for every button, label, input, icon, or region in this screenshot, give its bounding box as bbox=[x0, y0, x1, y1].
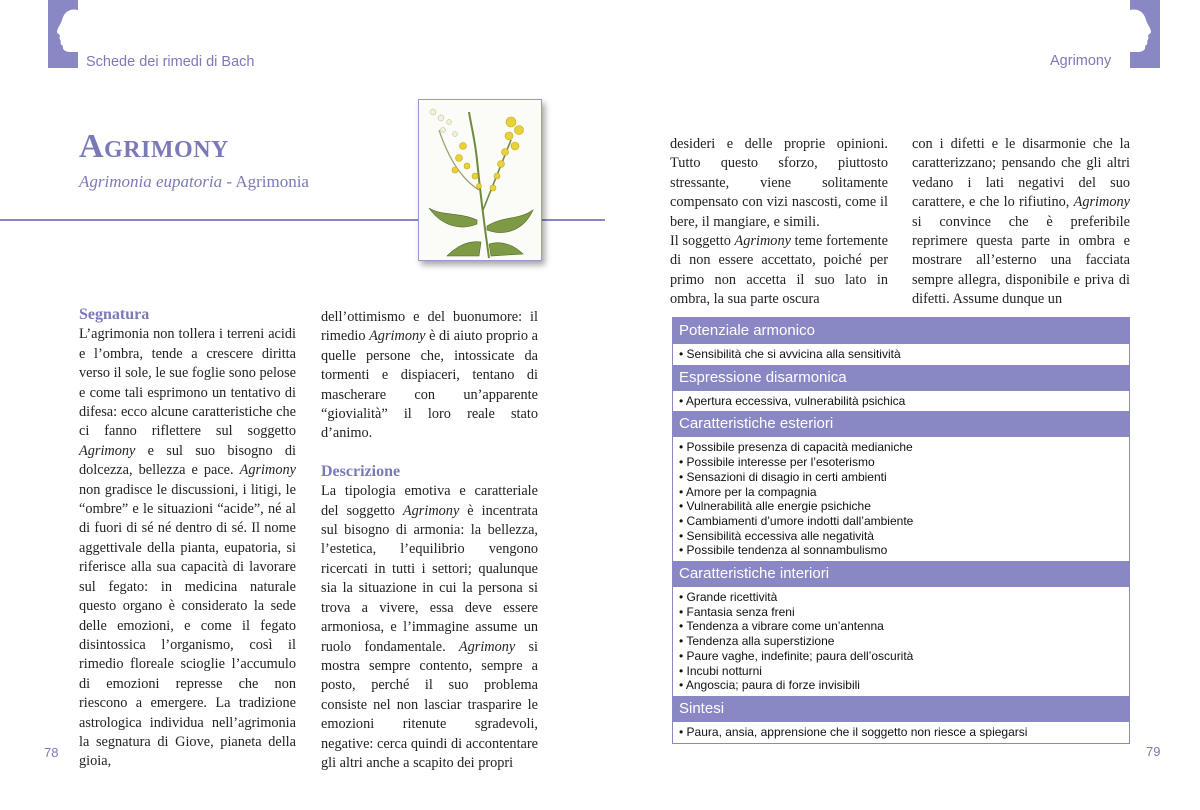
list-item: • Grande ricettività bbox=[679, 590, 1123, 605]
text-column-4 bbox=[912, 135, 1130, 310]
profile-face-icon bbox=[48, 0, 78, 68]
box-heading-esteriori: Caratteristiche esteriori bbox=[673, 411, 1129, 437]
body-text: La tipologia emotiva e caratteriale del soggetto bbox=[321, 483, 538, 519]
section-heading-descrizione: Descrizione bbox=[321, 462, 401, 480]
box-heading-potenziale: Potenziale armonico bbox=[673, 318, 1129, 344]
box-heading-interiori: Caratteristiche interiori bbox=[673, 561, 1129, 587]
subtitle-separator: - bbox=[222, 172, 236, 191]
body-paragraph bbox=[79, 325, 296, 771]
list-item: • Sensazioni di disagio in certi ambienti bbox=[679, 470, 1123, 485]
list-item: • Incubi notturni bbox=[679, 664, 1123, 679]
body-text: è di aiuto proprio a quelle persone che, intossicate da tormenti e dispiaceri, tentano di mascherare con un’apparente “giovialità” il loro reale stato d’animo. bbox=[321, 328, 538, 442]
italic-term: Agrimony bbox=[239, 462, 296, 479]
body-paragraph bbox=[670, 135, 888, 232]
page-number-right: 79 bbox=[1146, 744, 1161, 759]
body-text: si convince che è preferibile reprimere questa parte in ombra e mostrare all’esterno una facciata sempre allegra, disponibile e priva di difetti. Assume dunque un bbox=[912, 213, 1130, 308]
text-column-2 bbox=[321, 308, 538, 773]
box-body bbox=[673, 344, 1129, 365]
box-heading-sintesi: Sintesi bbox=[673, 696, 1129, 722]
body-paragraph bbox=[670, 232, 888, 310]
italic-term: Agrimony bbox=[1073, 194, 1130, 211]
list-item: • Sensibilità che si avvicina alla sensitività bbox=[679, 347, 1123, 362]
list-item: • Amore per la compagnia bbox=[679, 485, 1123, 500]
body-text: Il soggetto bbox=[670, 233, 735, 250]
list-item: • Paura, ansia, apprensione che il soggetto non riesce a spiegarsi bbox=[679, 725, 1123, 740]
list-item: • Paure vaghe, indefinite; paura dell’oscurità bbox=[679, 649, 1123, 664]
italic-term: Agrimony bbox=[369, 328, 426, 345]
body-text: desideri e delle proprie opinioni. Tutto questo sforzo, piuttosto stressante, viene solitamente compensato con vizi nascosti, come il bere, il mangiare, e simili. bbox=[670, 136, 888, 230]
italic-term: Agrimony bbox=[458, 638, 516, 655]
agrimony-plant-icon bbox=[419, 100, 541, 260]
italic-term: Agrimony bbox=[734, 233, 791, 250]
body-text: non gradisce le discussioni, i litigi, le “ombre” e le situazioni “acide”, né al di fuori di sé né dentro di sé. Il nome aggettivale della pianta, eupatoria, si riferisce alla sua capacità di lavorare sul fegato: in medicina naturale questo organo è considerato la sede delle emozioni, e come il fegato disintossica l’organismo, così il rimedio floreale scioglie l’accumulo di emozioni represse che non riescono a emergere. La tradizione astrologica individua nell’agrimonia la segnatura di Giove, pianeta della gioia, bbox=[79, 481, 296, 770]
box-body bbox=[673, 722, 1129, 743]
body-text: con i difetti e le disarmonie che la caratterizzano; pensando che gli altri vedano i lati negativi del suo carattere, e che lo rifiutino, bbox=[912, 136, 1130, 211]
box-heading-espressione: Espressione disarmonica bbox=[673, 365, 1129, 391]
list-item: • Possibile tendenza al sonnambulismo bbox=[679, 543, 1123, 558]
list-item: • Tendenza a vibrare come un’antenna bbox=[679, 619, 1123, 634]
list-item: • Possibile interesse per l’esoterismo bbox=[679, 455, 1123, 470]
list-item: • Possibile presenza di capacità medianiche bbox=[679, 440, 1123, 455]
remedy-summary-box bbox=[672, 317, 1130, 744]
list-item: • Tendenza alla superstizione bbox=[679, 634, 1123, 649]
box-body bbox=[673, 437, 1129, 561]
section-heading-segnatura: Segnatura bbox=[79, 306, 150, 323]
body-text: si mostra sempre contento, sempre a posto, perché il suo problema consiste nel non lasciar trasparire le emozioni ritenute sgradevoli, negative: cerca quindi di accontentare gli altri anche a scapito dei propri bbox=[321, 638, 538, 771]
body-text: L’agrimonia non tollera i terreni acidi e l’ombra, tende a crescere diritta verso il sole, le sue foglie sono pelose e come tali esprimono un tentativo di difesa: ecco alcune caratteristiche che ci fanno riflettere sul soggetto bbox=[79, 326, 296, 440]
profile-face-icon bbox=[1130, 0, 1160, 68]
latin-name: Agrimonia eupatoria bbox=[79, 172, 223, 191]
common-name: Agrimonia bbox=[235, 172, 309, 191]
text-column-3 bbox=[670, 135, 888, 310]
italic-term: Agrimony bbox=[79, 442, 136, 459]
page-title: Agrimony bbox=[79, 128, 229, 165]
box-body bbox=[673, 587, 1129, 696]
page-number-left: 78 bbox=[44, 745, 59, 760]
body-text: teme fortemente di non essere accettato, poiché per primo non accetta il suo lato in ombra, la sua parte oscura bbox=[670, 233, 888, 308]
body-text: è incentrata sul bisogno di armonia: la bellezza, l’estetica, l’equilibrio vengono ricercati in tutti i settori; qualunque sia la situazione in cui la persona si trova a vivere, essa deve essere armoniosa, e l’immagine assume un ruolo fondamentale. bbox=[321, 502, 538, 655]
page-tab-right bbox=[1130, 0, 1160, 68]
body-paragraph bbox=[912, 135, 1130, 310]
body-paragraph bbox=[321, 308, 538, 444]
plant-illustration bbox=[418, 99, 542, 261]
list-item: • Apertura eccessiva, vulnerabilità psichica bbox=[679, 394, 1123, 409]
body-paragraph bbox=[321, 482, 538, 773]
page-subtitle bbox=[79, 172, 309, 192]
list-item: • Sensibilità eccessiva alle negatività bbox=[679, 529, 1123, 544]
box-body bbox=[673, 391, 1129, 412]
list-item: • Vulnerabilità alle energie psichiche bbox=[679, 499, 1123, 514]
italic-term: Agrimony bbox=[402, 502, 460, 519]
list-item: • Fantasia senza freni bbox=[679, 605, 1123, 620]
body-text: e sul suo bisogno di dolcezza, bellezza e pace. bbox=[79, 442, 296, 479]
text-column-1 bbox=[79, 305, 296, 772]
page-tab-left bbox=[48, 0, 78, 68]
running-head-left: Schede dei rimedi di Bach bbox=[86, 54, 255, 70]
body-text: dell’ottimismo e del buonumore: il rimedio bbox=[321, 309, 538, 345]
list-item: • Cambiamenti d’umore indotti dall’ambiente bbox=[679, 514, 1123, 529]
running-head-right: Agrimony bbox=[1050, 53, 1112, 69]
list-item: • Angoscia; paura di forze invisibili bbox=[679, 678, 1123, 693]
